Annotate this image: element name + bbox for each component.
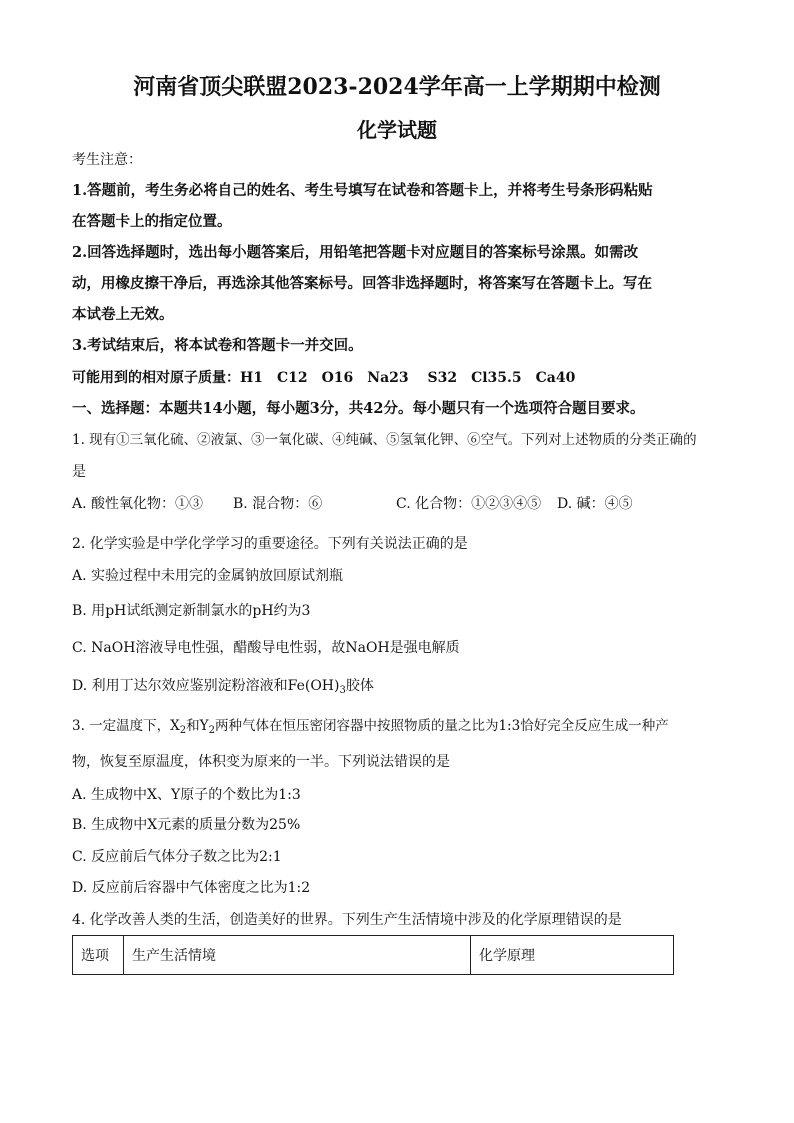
notice-item-1-line-2: 在答题卡上的指定位置。	[72, 213, 232, 230]
q3-stem-mid: 和Y	[186, 718, 209, 734]
q2-option-a: A. 实验过程中未用完的金属钠放回原试剂瓶	[72, 568, 344, 584]
q3-stem-prefix: 3. 一定温度下，X	[72, 718, 180, 734]
q2-option-d	[72, 676, 374, 696]
q1-option-d: D. 碱：④⑤	[557, 496, 633, 512]
q3-stem-line-1	[72, 716, 669, 736]
q1-stem-line-2: 是	[72, 464, 86, 480]
q1-option-c: C. 化合物：①②③④⑤	[396, 496, 542, 512]
q1-option-a: A. 酸性氧化物：①③	[72, 496, 204, 512]
q1-stem-line-1: 1. 现有①三氧化硫、②液氯、③一氧化碳、④纯碱、⑤氢氧化钾、⑥空气。下列对上述物质的分类正确的	[72, 432, 697, 448]
q2-option-c: C. NaOH溶液导电性强，醋酸导电性弱，故NaOH是强电解质	[72, 640, 460, 656]
exam-title: 河南省顶尖联盟2023-2024学年高一上学期期中检测	[133, 74, 661, 100]
notice-heading: 考生注意：	[72, 152, 142, 168]
q3-option-c: C. 反应前后气体分子数之比为2:1	[72, 849, 282, 865]
notice-item-2-line-3: 本试卷上无效。	[72, 306, 174, 323]
q2-option-d-subscript: 3	[339, 685, 346, 696]
atomic-masses: 可能用到的相对原子质量：H1 C12 O16 Na23 S32 Cl35.5 Ca40	[72, 370, 576, 386]
q3-option-a: A. 生成物中X、Y原子的个数比为1:3	[72, 787, 301, 803]
q3-stem-line-2: 物，恢复至原温度，体积变为原来的一半。下列说法错误的是	[72, 754, 450, 770]
q3-stem-sub-1: 2	[179, 725, 187, 736]
q1-option-b: B. 混合物：⑥	[233, 496, 323, 512]
notice-item-2-line-2: 动，用橡皮擦干净后，再选涂其他答案标号。回答非选择题时，将答案写在答题卡上。写在	[72, 275, 652, 292]
q3-stem-sub-2: 2	[208, 725, 215, 736]
notice-item-2-line-1: 2.回答选择题时，选出每小题答案后，用铅笔把答题卡对应题目的答案标号涂黑。如需改	[72, 244, 639, 261]
q2-option-d-suffix: 胶体	[345, 678, 374, 694]
q2-option-b: B. 用pH试纸测定新制氯水的pH约为3	[72, 603, 311, 619]
q4-header-principle: 化学原理	[471, 936, 674, 975]
q3-option-b: B. 生成物中X元素的质量分数为25%	[72, 817, 301, 833]
exam-subtitle: 化学试题	[357, 118, 437, 142]
notice-item-3: 3.考试结束后，将本试卷和答题卡一并交回。	[72, 337, 363, 354]
notice-item-1-line-1: 1.答题前，考生务必将自己的姓名、考生号填写在试卷和答题卡上，并将考生号条形码粘贴	[72, 182, 653, 199]
q4-table-header-row	[73, 936, 674, 975]
q4-header-option: 选项	[73, 936, 124, 975]
q4-table	[72, 935, 674, 975]
q2-option-d-text: D. 利用丁达尔效应鉴别淀粉溶液和Fe(OH)	[72, 678, 340, 694]
q2-stem: 2. 化学实验是中学化学学习的重要途径。下列有关说法正确的是	[72, 536, 468, 552]
q4-header-scenario: 生产生活情境	[124, 936, 471, 975]
section-heading: 一、选择题：本题共14小题，每小题3分，共42分。每小题只有一个选项符合题目要求。	[72, 400, 645, 417]
q4-stem: 4. 化学改善人类的生活，创造美好的世界。下列生产生活情境中涉及的化学原理错误的是	[72, 912, 622, 928]
q3-stem-suffix: 两种气体在恒压密闭容器中按照物质的量之比为1:3恰好完全反应生成一种产	[214, 718, 669, 734]
q3-option-d: D. 反应前后容器中气体密度之比为1:2	[72, 880, 311, 896]
